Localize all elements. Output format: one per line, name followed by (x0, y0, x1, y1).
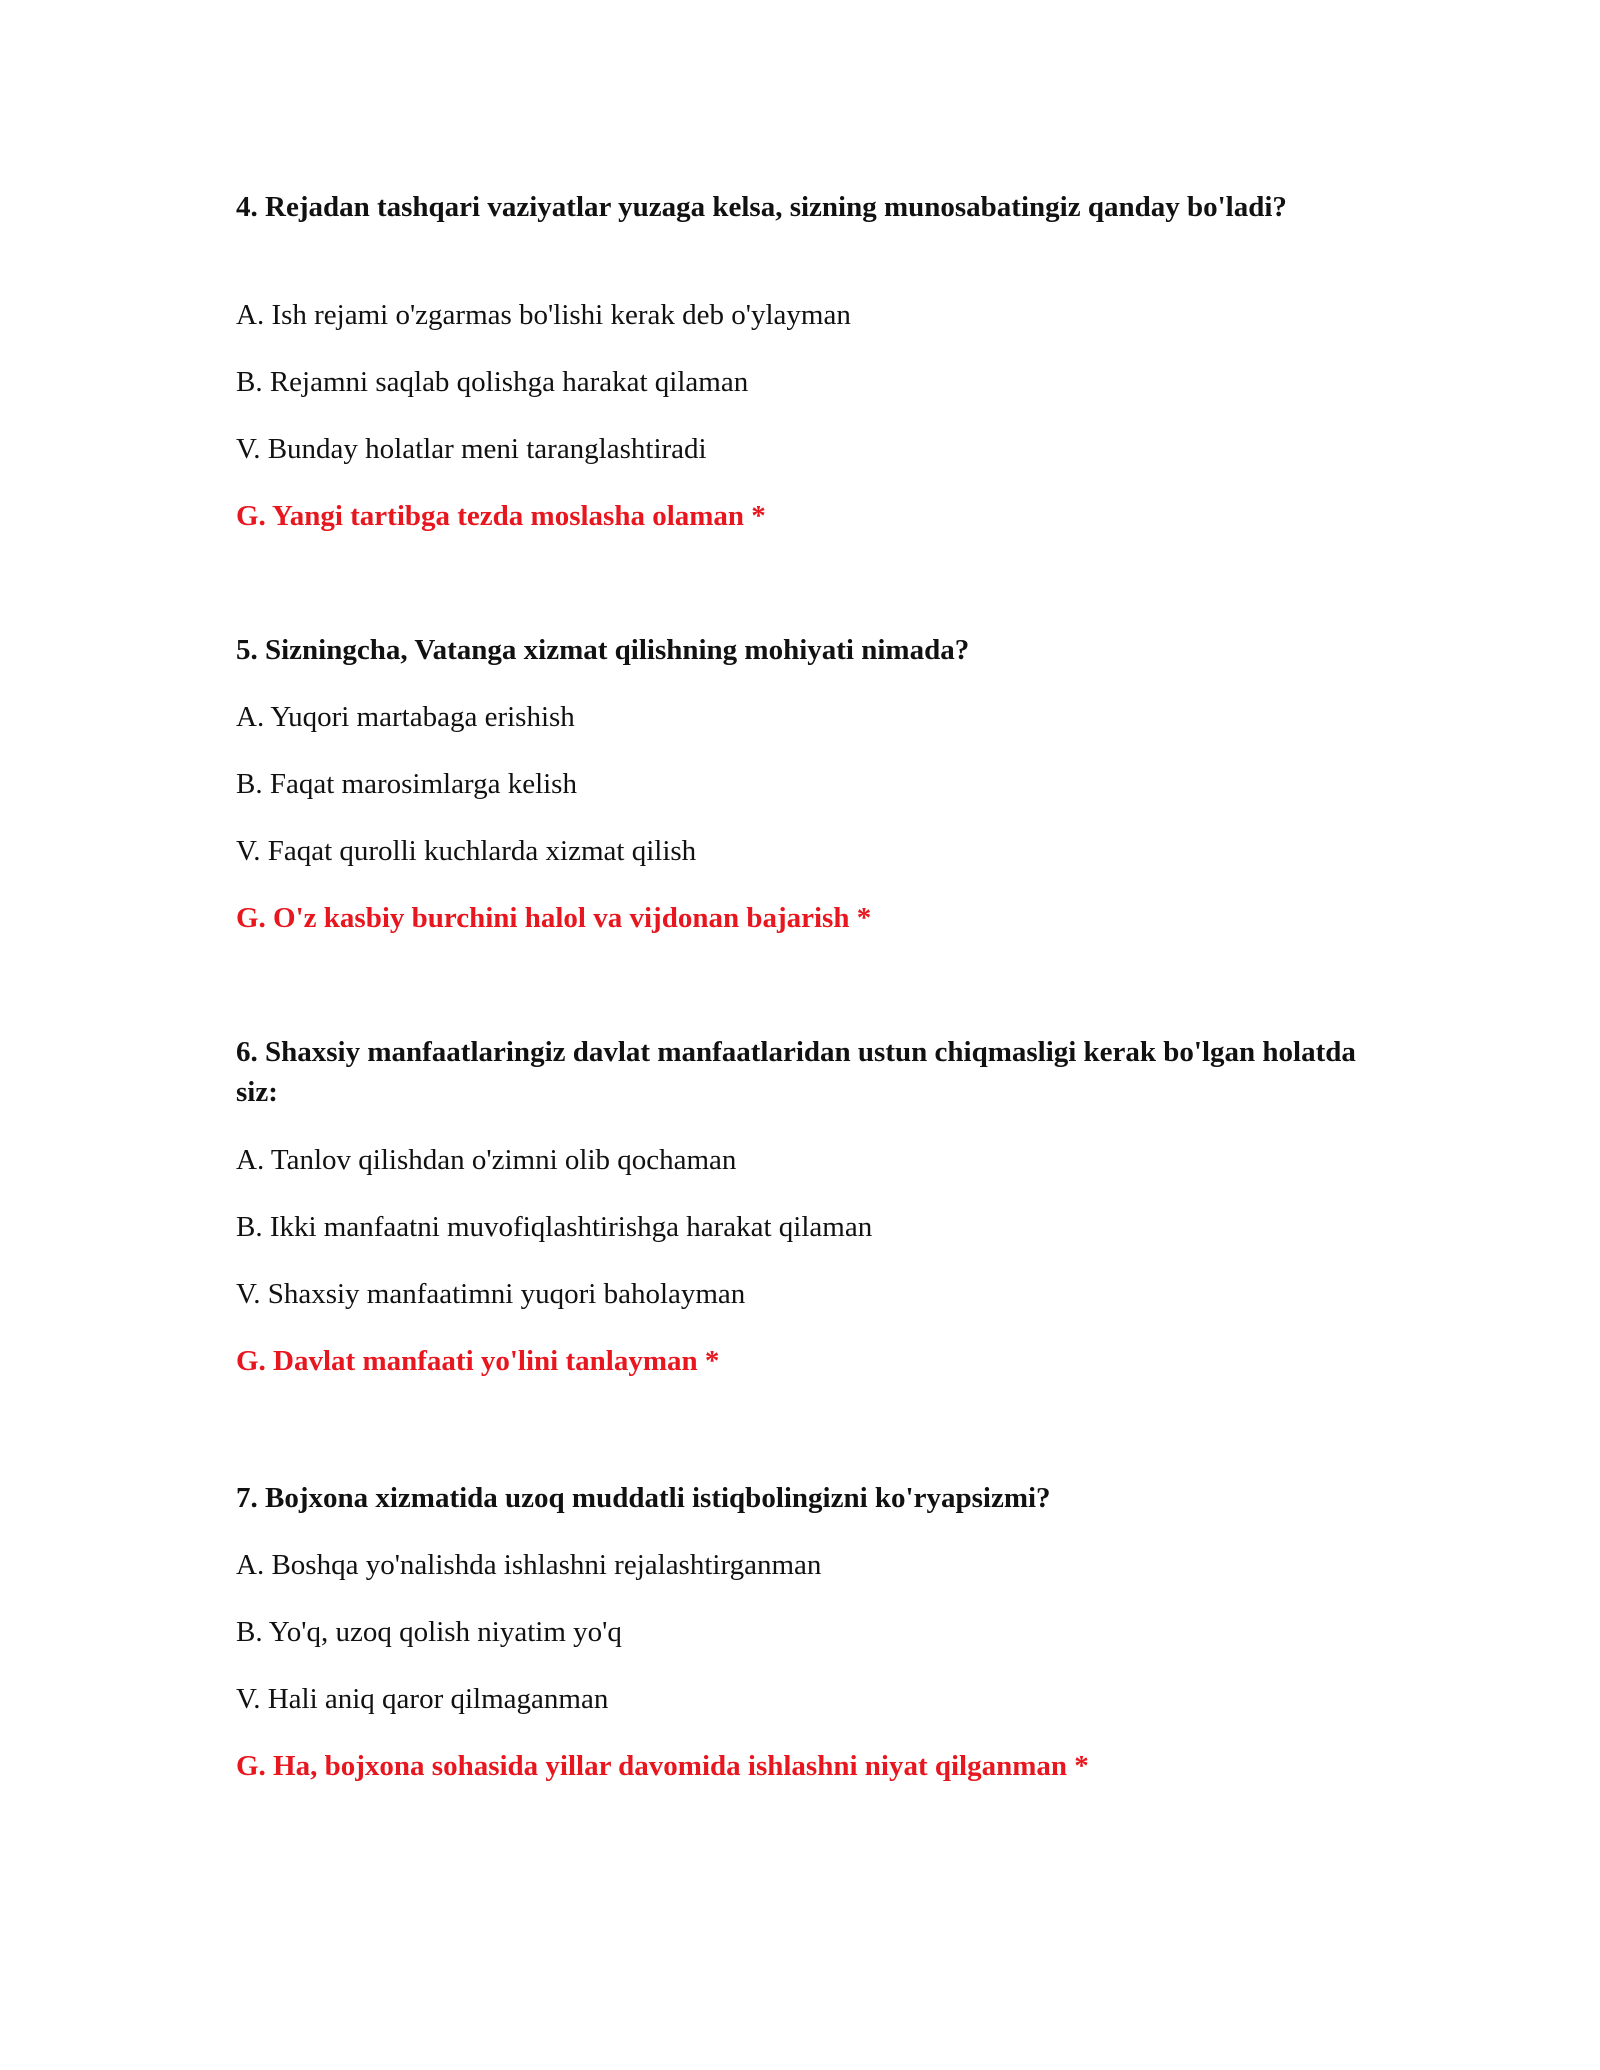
option-g-correct: G. Davlat manfaati yo'lini tanlayman * (236, 1345, 720, 1377)
option-b: B. Faqat marosimlarga kelish (236, 768, 577, 800)
option-b: B. Yo'q, uzoq qolish niyatim yo'q (236, 1616, 622, 1648)
option-a: A. Yuqori martabaga erishish (236, 701, 575, 733)
question-7 (236, 1478, 1376, 1782)
option-g-correct: G. Yangi tartibga tezda moslasha olaman * (236, 500, 766, 532)
option-v: V. Faqat qurolli kuchlarda xizmat qilish (236, 835, 697, 867)
question-title: 4. Rejadan tashqari vaziyatlar yuzaga kelsa, sizning munosabatingiz qanday bo'ladi? (236, 191, 1287, 223)
question-title: 5. Sizningcha, Vatanga xizmat qilishning mohiyati nimada? (236, 634, 970, 666)
question-4 (236, 187, 1376, 532)
option-b: B. Ikki manfaatni muvofiqlashtirishga harakat qilaman (236, 1211, 873, 1243)
option-v: V. Bunday holatlar meni taranglashtiradi (236, 433, 707, 465)
option-v: V. Hali aniq qaror qilmaganman (236, 1683, 609, 1715)
option-b: B. Rejamni saqlab qolishga harakat qilaman (236, 366, 749, 398)
question-title: 6. Shaxsiy manfaatlaringiz davlat manfaatlaridan ustun chiqmasligi kerak bo'lgan holatda siz: (236, 1036, 1356, 1108)
option-g-correct: G. O'z kasbiy burchini halol va vijdonan bajarish * (236, 902, 872, 934)
question-title: 7. Bojxona xizmatida uzoq muddatli istiqbolingizni ko'ryapsizmi? (236, 1482, 1051, 1514)
option-a: A. Tanlov qilishdan o'zimni olib qochaman (236, 1144, 737, 1176)
question-5 (236, 630, 1376, 934)
option-a: A. Boshqa yo'nalishda ishlashni rejalashtirganman (236, 1549, 822, 1581)
option-g-correct: G. Ha, bojxona sohasida yillar davomida ishlashni niyat qilganman * (236, 1750, 1089, 1782)
option-v: V. Shaxsiy manfaatimni yuqori baholayman (236, 1278, 746, 1310)
question-6 (236, 1032, 1376, 1377)
option-a: A. Ish rejami o'zgarmas bo'lishi kerak deb o'ylayman (236, 299, 851, 331)
